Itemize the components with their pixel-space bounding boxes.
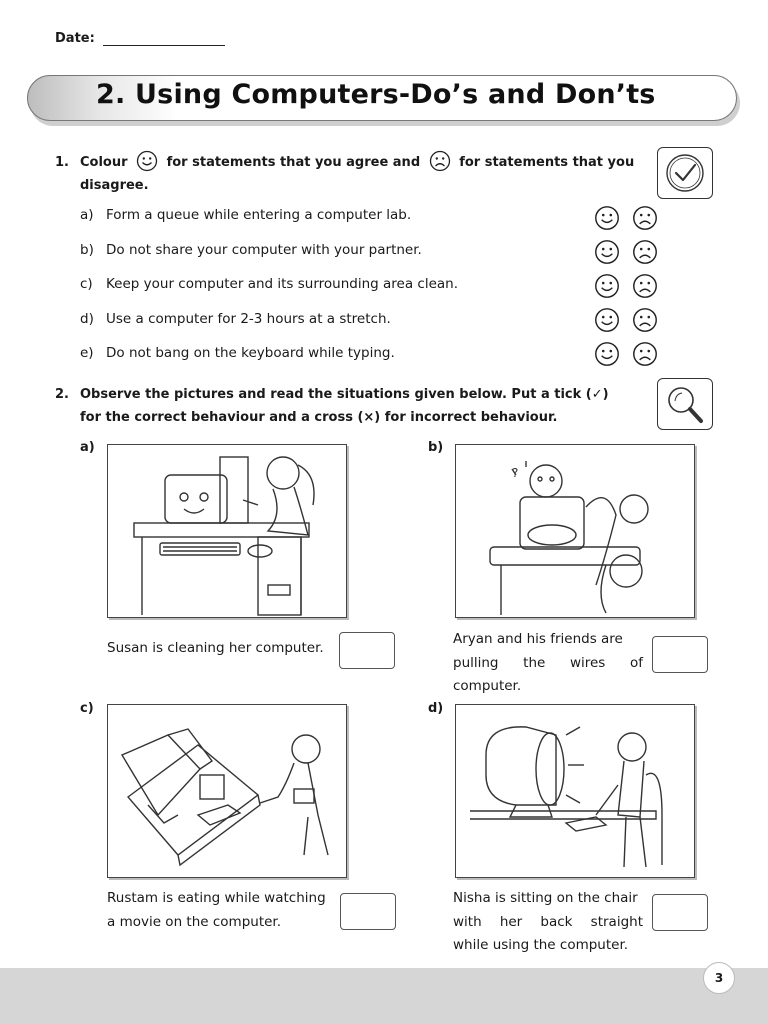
date-label: Date:: [55, 31, 95, 46]
faces-row-d: [594, 307, 658, 333]
sad-face-icon[interactable]: [632, 273, 658, 299]
question-2-number: 2.: [55, 387, 69, 402]
q2-line2: for the correct behaviour and a cross (×) for incorrect behaviour.: [80, 410, 558, 425]
sad-face-icon[interactable]: [632, 307, 658, 333]
faces-row-a: [594, 205, 658, 231]
footer-bar: [0, 968, 768, 1024]
statement-a: a) Form a queue while entering a computer lab.: [80, 207, 412, 223]
q1-text-part4: disagree.: [80, 178, 149, 193]
item-a-answer-box[interactable]: [339, 632, 395, 669]
smiley-icon[interactable]: [594, 273, 620, 299]
smiley-icon: [136, 150, 158, 172]
page-title: 2. Using Computers-Do’s and Don’ts: [96, 79, 656, 110]
smiley-icon[interactable]: [594, 239, 620, 265]
statement-c: c) Keep your computer and its surrounding area clean.: [80, 276, 459, 292]
q1-text-part1: Colour: [80, 155, 128, 170]
item-d-answer-box[interactable]: [652, 894, 708, 931]
illustration-rustam-eating: [107, 704, 347, 878]
magnifier-icon: [658, 379, 712, 429]
smiley-icon[interactable]: [594, 341, 620, 367]
question-1-text: [80, 151, 655, 197]
item-b-caption: Aryan and his friends are pulling the wires of computer.: [453, 631, 643, 694]
smiley-icon[interactable]: [594, 205, 620, 231]
statement-d: d) Use a computer for 2-3 hours at a stretch.: [80, 311, 391, 327]
item-b-answer-box[interactable]: [652, 636, 708, 673]
statement-e: e) Do not bang on the keyboard while typing.: [80, 345, 395, 361]
item-d-label: d): [428, 701, 444, 716]
faces-row-b: [594, 239, 658, 265]
svg-text:?: ?: [512, 466, 519, 480]
item-b-label: b): [428, 440, 444, 455]
q2-line1: Observe the pictures and read the situations given below. Put a tick (✓): [80, 387, 609, 402]
faces-row-e: [594, 341, 658, 367]
sad-face-icon[interactable]: [632, 205, 658, 231]
statement-b: b) Do not share your computer with your partner.: [80, 242, 422, 258]
faces-row-c: [594, 273, 658, 299]
sad-face-icon: [429, 150, 451, 172]
tick-icon: [658, 148, 712, 198]
item-a-label: a): [80, 440, 95, 455]
page-number: 3: [703, 962, 735, 994]
smiley-icon[interactable]: [594, 307, 620, 333]
question-1-number: 1.: [55, 155, 69, 170]
date-field-line[interactable]: [103, 45, 225, 46]
item-a-caption: Susan is cleaning her computer.: [107, 640, 324, 656]
sad-face-icon[interactable]: [632, 341, 658, 367]
item-c-caption: Rustam is eating while watching a movie on the computer.: [107, 890, 326, 930]
question-2-text: [80, 383, 655, 429]
item-c-label: c): [80, 701, 94, 716]
magnifier-icon-box: [657, 378, 713, 430]
illustration-susan-cleaning: [107, 444, 347, 618]
item-c-answer-box[interactable]: [340, 893, 396, 930]
sad-face-icon[interactable]: [632, 239, 658, 265]
illustration-nisha-sitting: [455, 704, 695, 878]
illustration-aryan-pulling-wires: [455, 444, 695, 618]
tick-icon-box: [657, 147, 713, 199]
q1-text-part2: for statements that you agree and: [166, 155, 421, 170]
q1-text-part3: for statements that you: [459, 155, 635, 170]
item-d-caption: Nisha is sitting on the chair with her back straight while using the computer.: [453, 890, 643, 953]
